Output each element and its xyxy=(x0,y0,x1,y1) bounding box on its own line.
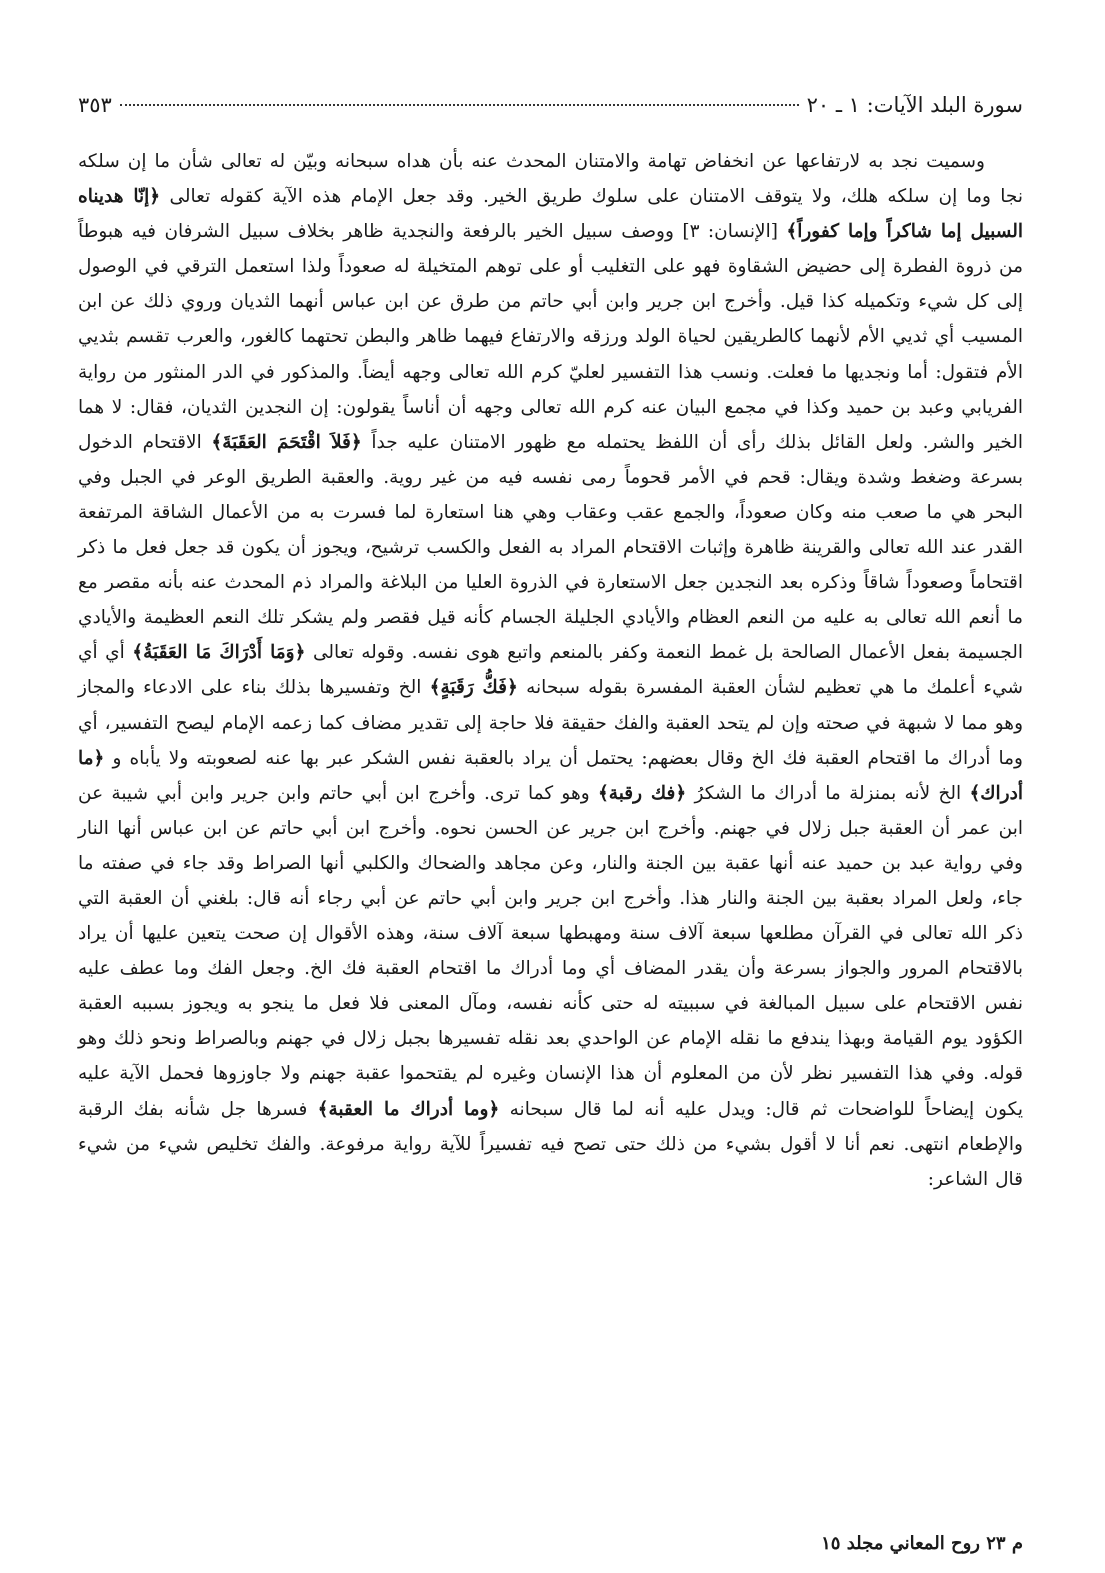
running-head xyxy=(78,88,1023,122)
quran-quote: ﴿فَكُّ رَقَبَةٍ﴾ xyxy=(429,677,518,699)
text-segment: أي أي شيء أعلمك ما هي تعظيم لشأن العقبة المفسرة بقوله سبحانه xyxy=(78,642,1023,699)
surah-verses-title: سورة البلد الآيات: ١ ـ ٢٠ xyxy=(806,93,1023,117)
quran-quote: ﴿فك رقبة﴾ xyxy=(597,782,687,804)
quran-quote: ﴿وما أدراك ما العقبة﴾ xyxy=(317,1098,500,1120)
commentary-paragraph xyxy=(78,144,1023,1197)
text-segment: الاقتحام الدخول بسرعة وضغط وشدة ويقال: قحم في الأمر قحوماً رمى نفسه فيه من غير روية. والعقبة الطريق الوعر في الجبل وفي البحر هي ما صعب منه وكان صعوداً، والجمع عقب وعقاب وهي هنا استعارة لما فسرت به من الأعمال الشاقة المرتفعة القدر عند الله تعالى والقرينة ظاهرة وإثبات الاقتحام المراد به الفعل والكسب ترشيح، ويجوز أن يكون قد جعل فعل ما ذكر اقتحاماً وصعوداً شاقاً وذكره بعد النجدين جعل الاستعارة في الذروة العليا من البلاغة والمراد ذم المحدث عنه بأنه مقصر مع ما أنعم الله تعالى به عليه من النعم العظام والأيادي الجليلة الجسام كأنه قيل فقصر ولم يشكر تلك النعم العظيمة والأيادي الجسيمة بفعل الأعمال الصالحة بل غمط النعمة وكفر بالمنعم واتبع هوى نفسه. وقوله تعالى xyxy=(78,431,1023,664)
text-segment: وسميت نجد به لارتفاعها عن انخفاض تهامة والامتنان المحدث عنه بأن هداه سبحانه وبيّن له تعالى شأن ما إن سلكه نجا وما إن سلكه هلك، ولا يتوقف الامتنان على سلوك طريق الخير. وقد جعل الإمام هذه الآية كقوله تعالى xyxy=(78,151,1024,208)
text-segment: الخ وتفسيرها بذلك بناء على الادعاء والمجاز وهو مما لا شبهة في صحته وإن لم يتحد العقبة والفك حقيقة فلا حاجة إلى تقدير مضاف كما زعمه الإمام ليصح التفسير، أي وما أدراك ما اقتحام العقبة فك الخ وقال بعضهم: يحتمل أن يراد بالعقبة نفس الشكر عبر بها عنه لصعوبته ولا يأباه و xyxy=(78,677,1023,769)
text-segment: [الإنسان: ٣] ووصف سبيل الخير بالرفعة والنجدية ظاهر بخلاف سبيل الشرفان فيه هبوطاً من ذروة الفطرة إلى حضيض الشقاوة فهو على التغليب أو على توهم المتخيلة له صعوداً ولذا استعمل الترقي في الوصول إلى كل شيء وتكميله كذا قيل. وأخرج ابن جرير وابن أبي حاتم من طرق عن ابن عباس أنهما الثديان وروي ذلك عن ابن المسيب أي ثديي الأم لأنهما كالطريقين لحياة الولد ورزقه والارتفاع فيهما ظاهر والبطن تحتهما كالغور، والعرب تقسم بثديي الأم فتقول: أما ونجديها ما فعلت. ونسب هذا التفسير لعليّ كرم الله تعالى وجهه أيضاً. والمذكور في الدر المنثور من رواية الفريابي وعبد بن حميد وكذا في مجمع البيان عنه كرم الله تعالى وجهه أن أناساً يقولون: إن النجدين الثديان، فقال: لا هما الخير والشر. ولعل القائل بذلك رأى أن اللفظ يحتمله مع ظهور الامتنان عليه جداً xyxy=(78,221,1024,453)
page xyxy=(78,88,1023,1558)
page-number: ٣٥٣ xyxy=(78,93,112,117)
quran-quote: ﴿وَمَا أَدْرَاكَ مَا العَقَبَةُ﴾ xyxy=(132,642,306,664)
quran-quote: ﴿ما أدراك﴾ xyxy=(78,747,1023,804)
quran-quote: ﴿إنّا هديناه السبيل إما شاكراً وإما كفوراً﴾ xyxy=(78,186,1023,243)
text-segment: فسرها جل شأنه بفك الرقبة والإطعام انتهى. نعم أنا لا أقول بشيء من ذلك حتى تصح فيه تفسيراً للآية رواية مرفوعة. والفك تخليص شيء من شيء قال الشاعر: xyxy=(78,1098,1023,1190)
dotted-leader xyxy=(120,104,799,106)
text-segment: وهو كما ترى. وأخرج ابن أبي حاتم وابن جرير وابن أبي شيبة عن ابن عمر أن العقبة جبل زلال في جهنم. وأخرج ابن جرير عن الحسن نحوه. وأخرج ابن أبي حاتم عن ابن عباس أنها النار وفي رواية عبد بن حميد عنه أنها عقبة بين الجنة والنار، وعن مجاهد والضحاك والكلبي أنها الصراط وقد جاء في صفته ما جاء، ولعل المراد بعقبة بين الجنة والنار هذا. وأخرج ابن جرير وابن أبي حاتم عن أبي رجاء أنه قال: بلغني أن العقبة التي ذكر الله تعالى في القرآن مطلعها سبعة آلاف سنة ومهبطها سبعة آلاف سنة، وهذه الأقوال إن صحت يتعين عليها أن يراد بالاقتحام المرور والجواز بسرعة وأن يقدر المضاف أي وما أدراك ما اقتحام العقبة فك الخ. وجعل الفك وما عطف عليه نفس الاقتحام على سبيل المبالغة في سببيته له حتى كأنه نفسه، ومآل المعنى فلا فعل ما ينجو به ويجوز بسببه العقبة الكؤود يوم القيامة وبهذا يندفع ما نقله الإمام عن الواحدي بعد نقله تفسيرها بجبل زلال في جهنم وبالصراط ونحو ذلك وهو قوله. وفي هذا التفسير نظر لأن من المعلوم أن هذا الإنسان وغيره لم يقتحموا عقبة جهنم ولا جاوزوها فحمل الآية عليه يكون إيضاحاً للواضحات ثم قال: ويدل عليه أنه لما قال سبحانه xyxy=(78,782,1023,1120)
signature-line: م ٢٣ روح المعاني مجلد ١٥ xyxy=(821,1533,1023,1554)
text-segment: الخ لأنه بمنزلة ما أدراك ما الشكرُ xyxy=(694,782,962,804)
commentary-body xyxy=(78,144,1023,1197)
quran-quote: ﴿فَلاَ اقْتَحَمَ العَقَبَةَ﴾ xyxy=(211,431,362,453)
